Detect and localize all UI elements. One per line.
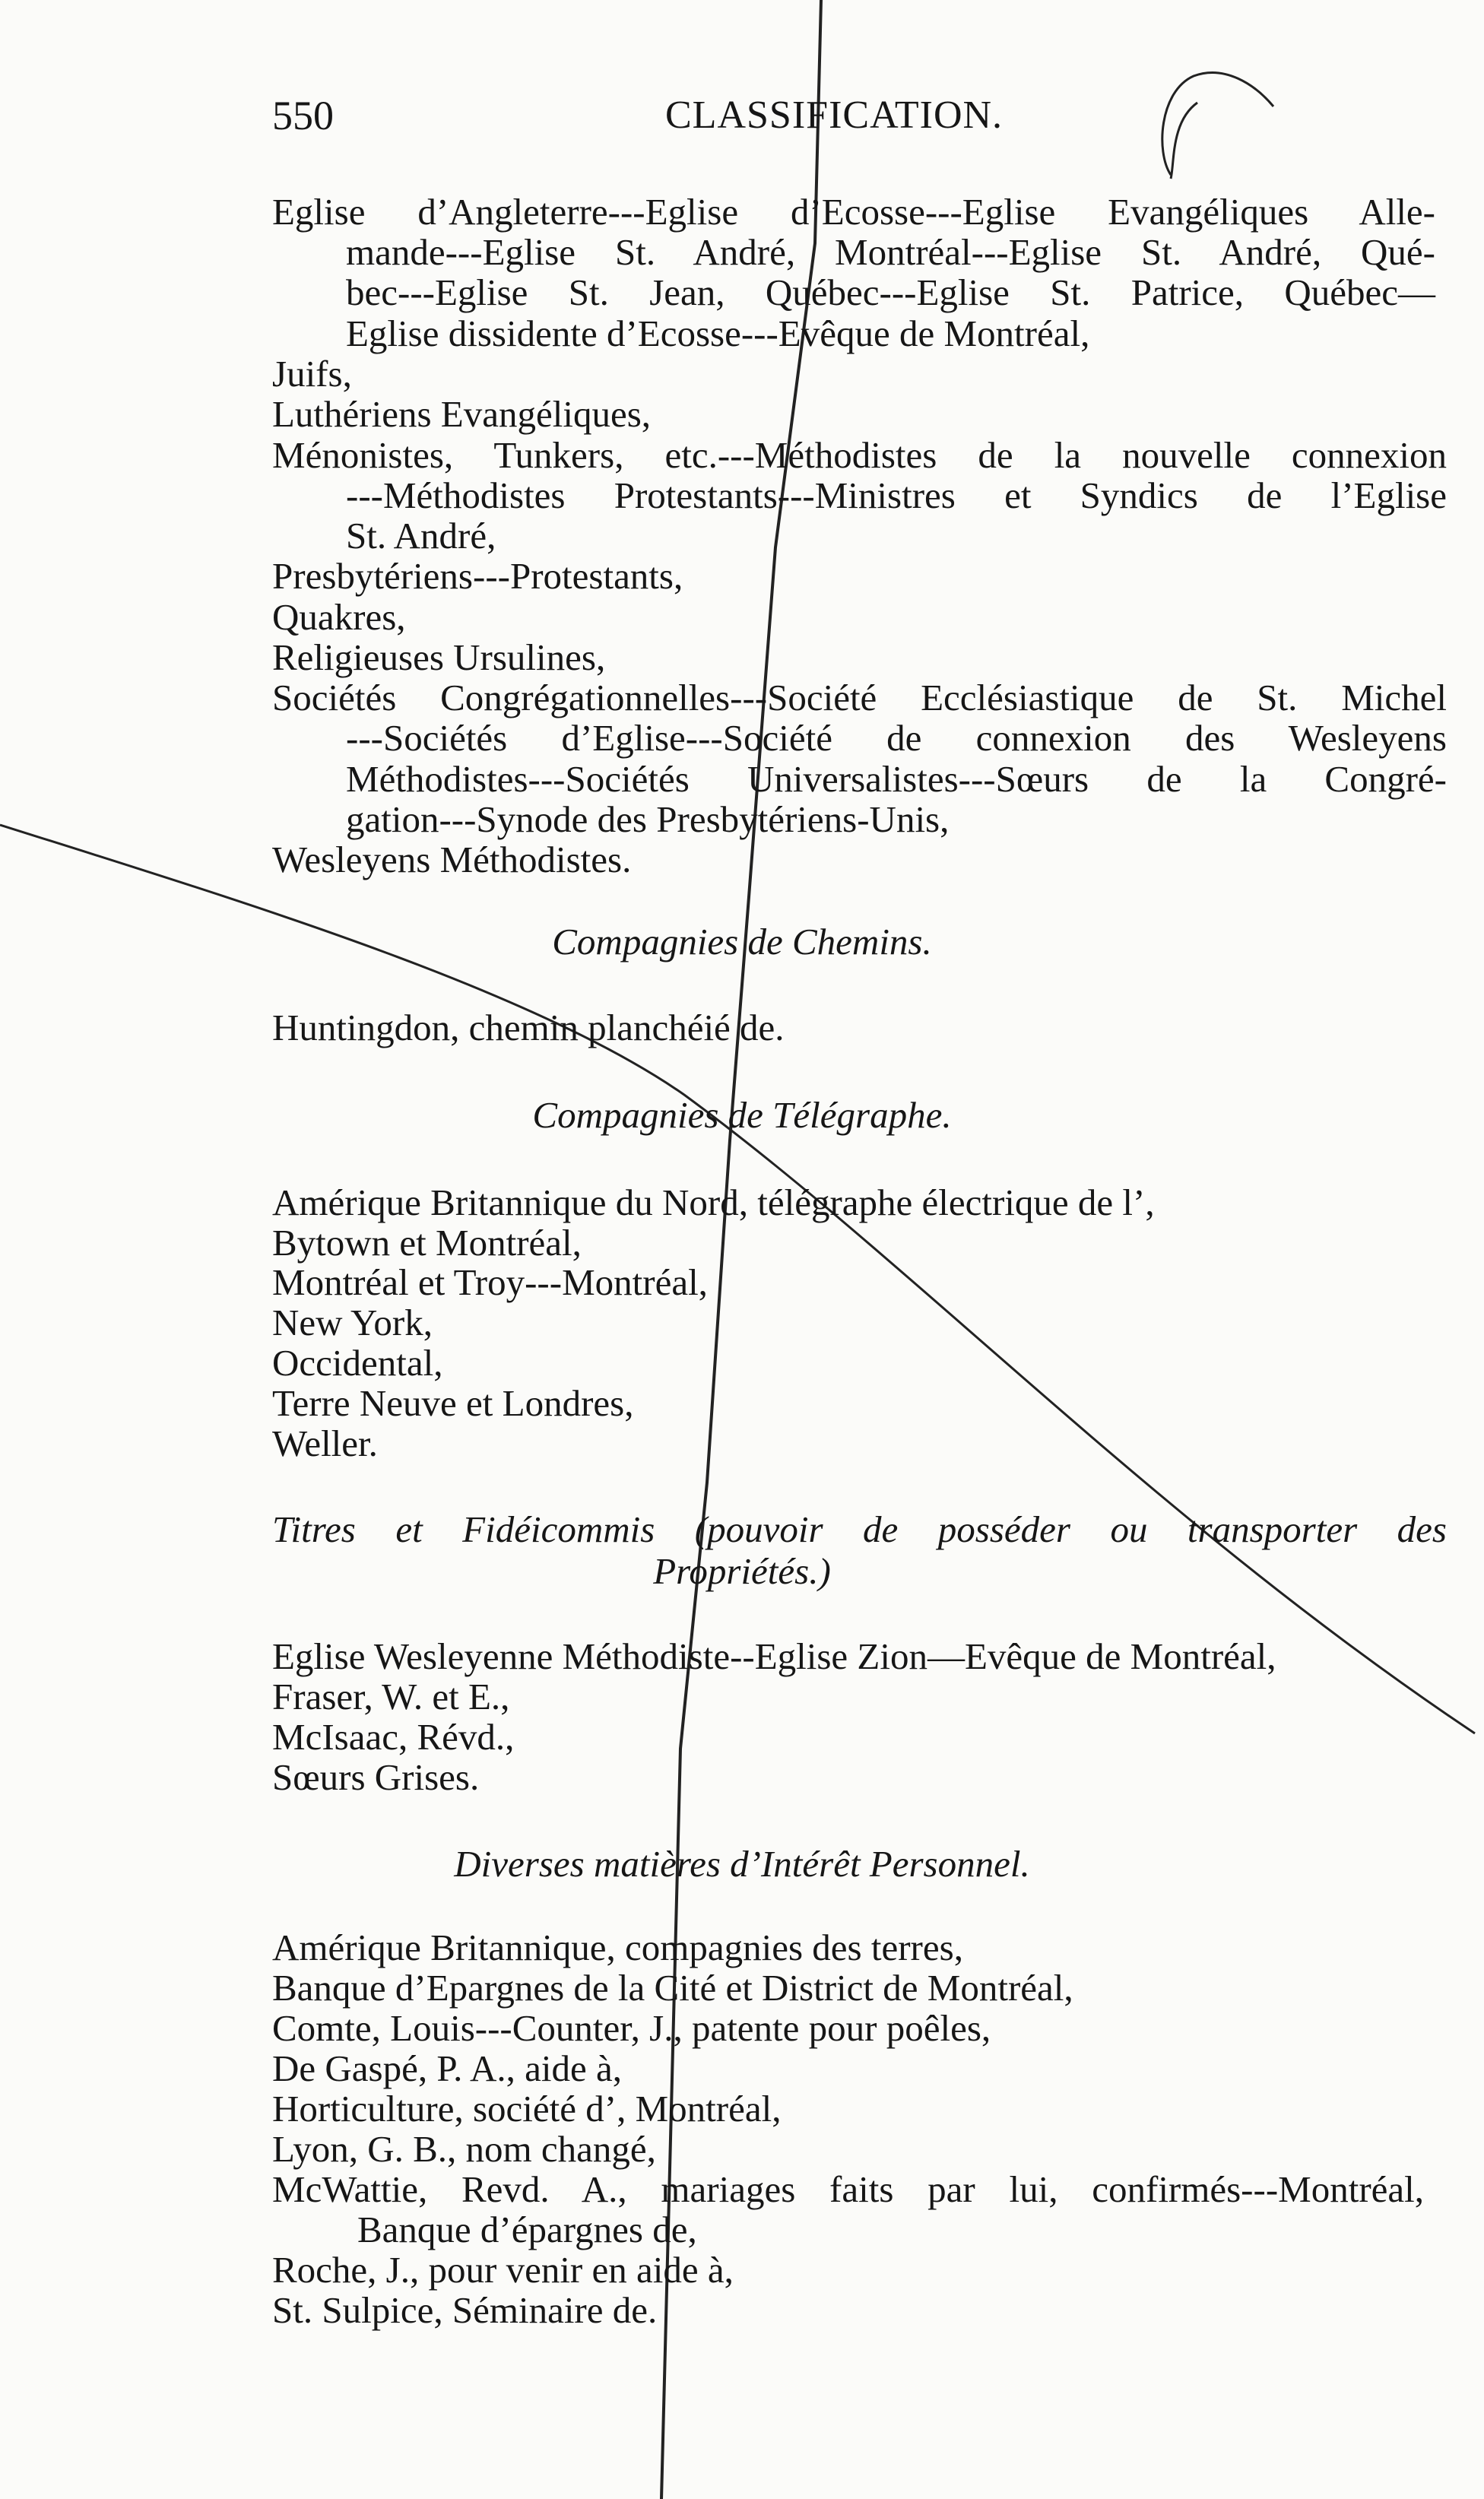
entry-line: Amérique Britannique, compagnies des terres, [272,1927,963,1968]
entry-line: Eglise dissidente d’Ecosse---Evêque de Montréal, [346,312,1090,354]
page-number: 550 [272,93,334,138]
entry-line: Religieuses Ursulines, [272,636,606,678]
entry-line: mande---Eglise St. André, Montréal---Eglise St. André, Qué- [346,231,1435,273]
entry-line: Bytown et Montréal, [272,1222,582,1264]
running-head: CLASSIFICATION. [665,94,1004,137]
entry-line: Comte, Louis---Counter, J., patente pour poêles, [272,2007,991,2049]
entry-line: Montréal et Troy---Montréal, [272,1261,708,1303]
entry-line: Lyon, G. B., nom changé, [272,2128,656,2170]
entry-line: Horticulture, société d’, Montréal, [272,2088,782,2130]
section-heading: Compagnies de Chemins. [552,921,932,962]
entry-line: McWattie, Revd. A., mariages faits par lui, confirmés---Montréal, [272,2168,1424,2210]
entry-line: Eglise d’Angleterre---Eglise d’Ecosse---Eglise Evangéliques Alle- [272,191,1435,233]
entry-line: Méthodistes---Sociétés Universalistes---Sœurs de la Congré- [346,758,1447,800]
entry-line: ---Sociétés d’Eglise---Société de connexion des Wesleyens [346,717,1447,759]
entry-line: Presbytériens---Protestants, [272,555,683,597]
entry-line: Fraser, W. et E., [272,1676,510,1717]
entry-line: bec---Eglise St. Jean, Québec---Eglise St. Patrice, Québec— [346,271,1435,313]
entry-line: Wesleyens Méthodistes. [272,839,632,880]
entry-line: Eglise Wesleyenne Méthodiste--Eglise Zion—Evêque de Montréal, [272,1635,1276,1677]
entry-line: Occidental, [272,1342,443,1384]
entry-line: Huntingdon, chemin planchéié de. [272,1007,785,1048]
entry-line: McIsaac, Révd., [272,1716,515,1758]
entry-line: Sociétés Congrégationnelles---Société Ecclésiastique de St. Michel [272,677,1447,718]
entry-line: Weller. [272,1422,378,1464]
entry-line: Luthériens Evangéliques, [272,393,652,435]
entry-line: Ménonistes, Tunkers, etc.---Méthodistes de la nouvelle connexion [272,434,1447,476]
entry-line: New York, [272,1302,433,1343]
entry-line: St. Sulpice, Séminaire de. [272,2289,658,2331]
entry-line: gation---Synode des Presbytériens-Unis, [346,798,950,840]
section-heading: Titres et Fidéicommis (pouvoir de posséder ou transporter des [272,1508,1447,1550]
section-heading-cont: Propriétés.) [653,1550,831,1592]
entry-line: De Gaspé, P. A., aide à, [272,2047,622,2089]
section-heading: Diverses matières d’Intérêt Personnel. [454,1843,1030,1885]
entry-line: Roche, J., pour venir en aide à, [272,2249,734,2291]
entry-line: Banque d’épargnes de, [357,2209,697,2250]
entry-line: Quakres, [272,596,406,638]
hook-pen-stroke [1162,73,1273,179]
entry-line: Amérique Britannique du Nord, télégraphe électrique de l’, [272,1181,1155,1223]
entry-line: Juifs, [272,353,352,395]
entry-line: ---Méthodistes Protestants---Ministres et Syndics de l’Eglise [346,474,1447,516]
entry-line: Terre Neuve et Londres, [272,1382,634,1424]
entry-line: St. André, [346,515,496,557]
entry-line: Sœurs Grises. [272,1756,480,1798]
entry-line: Banque d’Epargnes de la Cité et District de Montréal, [272,1967,1073,2009]
section-heading: Compagnies de Télégraphe. [532,1094,952,1136]
